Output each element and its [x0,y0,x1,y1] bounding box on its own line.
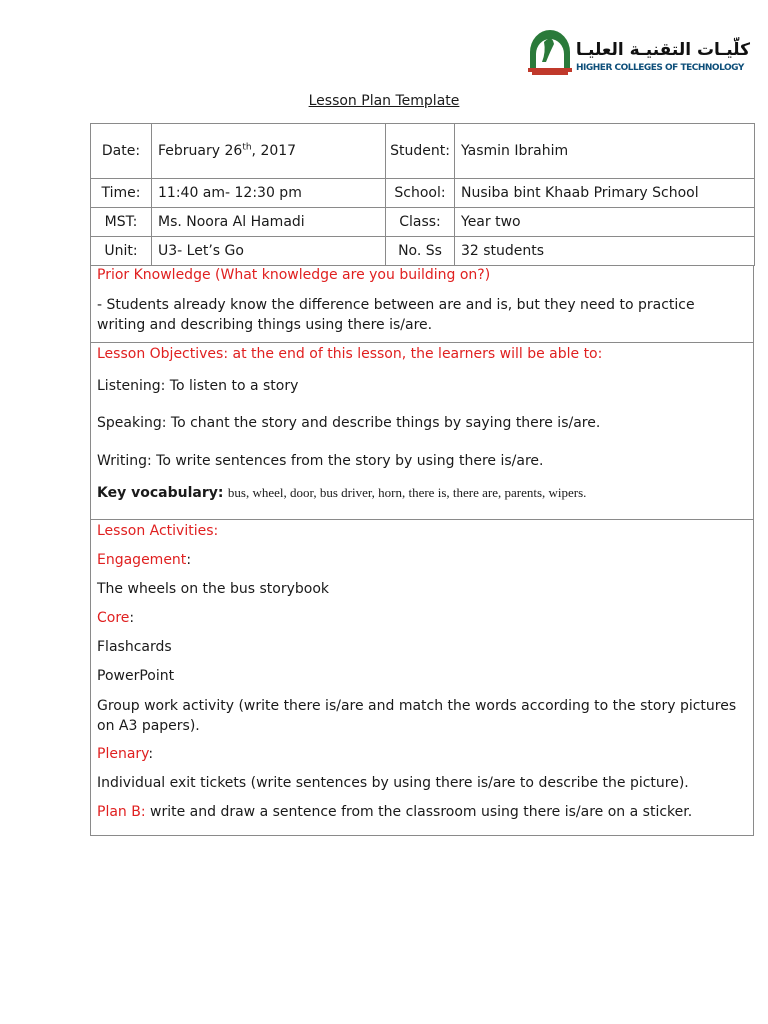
student-value: Yasmin Ibrahim [455,124,755,179]
objective-speaking: Speaking: To chant the story and describe things by saying there is/are. [97,415,601,431]
activities-section [90,520,754,836]
core-item: PowerPoint [97,668,175,684]
header-table [90,123,755,266]
logo-arabic-text: كلّيـات التقنيـة العليـا [575,40,750,60]
core-item: Group work activity (write there is/are and match the words according to the story pictures on A3 papers). [97,698,737,734]
plenary-line: Plenary: [97,746,154,762]
unit-label: Unit: [91,237,152,266]
time-label: Time: [91,179,152,208]
engagement-label: Engagement [97,552,187,568]
prior-knowledge-heading: Prior Knowledge (What knowledge are you building on?) [97,267,491,283]
unit-value: U3- Let’s Go [152,237,386,266]
page-title: Lesson Plan Template [308,93,460,109]
class-value: Year two [455,208,755,237]
student-label: Student: [386,124,455,179]
number-of-students-value: 32 students [455,237,755,266]
objectives-heading: Lesson Objectives: at the end of this lesson, the learners will be able to: [97,346,603,362]
date-value: February 26th, 2017 [152,124,386,179]
class-label: Class: [386,208,455,237]
key-vocabulary [97,483,747,503]
lesson-plan-form [90,123,754,836]
date-label: Date: [91,124,152,179]
header-row [91,237,755,266]
plan-b-line [97,802,747,822]
school-label: School: [386,179,455,208]
header-row [91,179,755,208]
engagement-line: Engagement: [97,552,192,568]
plan-b-text: write and draw a sentence from the classroom using there is/are on a sticker. [145,804,693,820]
core-item: Flashcards [97,639,172,655]
mst-value: Ms. Noora Al Hamadi [152,208,386,237]
key-vocabulary-label: Key vocabulary: [97,485,224,501]
time-value: 11:40 am- 12:30 pm [152,179,386,208]
engagement-text: The wheels on the bus storybook [97,581,330,597]
plenary-label: Plenary [97,746,149,762]
activities-heading: Lesson Activities: [97,523,219,539]
objective-writing: Writing: To write sentences from the story by using there is/are. [97,453,544,469]
core-label: Core [97,610,130,626]
header-row [91,124,755,179]
key-vocabulary-words: bus, wheel, door, bus driver, horn, there is, there are, parents, wipers. [227,485,587,500]
hct-logo [524,22,754,78]
logo-english-text: HIGHER COLLEGES OF TECHNOLOGY [576,63,744,73]
plan-b-label: Plan B: [97,804,146,820]
core-line: Core: [97,610,135,626]
school-value: Nusiba bint Khaab Primary School [455,179,755,208]
prior-knowledge-text: - Students already know the difference between are and is, but they need to practice writing and describing things using there is/are. [97,297,695,333]
hct-emblem-icon [524,22,576,76]
mst-label: MST: [91,208,152,237]
objective-listening: Listening: To listen to a story [97,378,299,394]
plenary-text: Individual exit tickets (write sentences by using there is/are to describe the picture). [97,775,689,791]
header-row [91,208,755,237]
objectives-section [90,343,754,520]
prior-knowledge-section [90,265,754,343]
number-of-students-label: No. Ss [386,237,455,266]
